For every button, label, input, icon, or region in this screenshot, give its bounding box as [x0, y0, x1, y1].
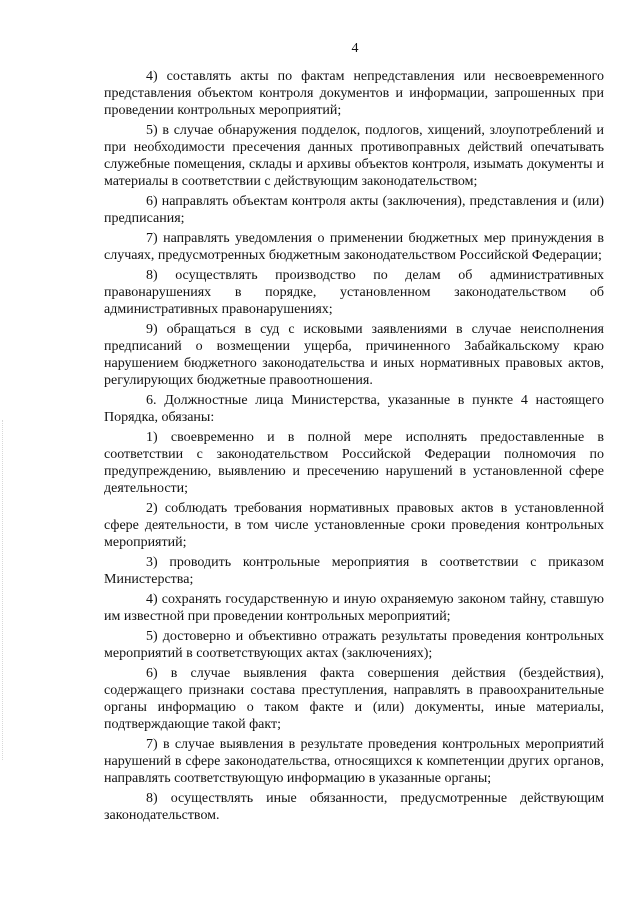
paragraph-duty-3: 3) проводить контрольные мероприятия в соответствии с приказом Министерства; [104, 555, 604, 587]
paragraph-duty-6: 6) в случае выявления факта совершения действия (бездействия), содержащего признаки состава преступления, направлять в правоохранительные органы информацию о таком факте и (или) документы, иные материалы, подтверждающие такой факт; [104, 666, 604, 732]
paragraph-duty-7: 7) в случае выявления в результате проведения контрольных мероприятий нарушений в сфере законодательства, относящихся к компетенции других органов, направлять соответствующую информацию в указанные органы; [104, 737, 604, 786]
scan-edge-marks [2, 420, 5, 760]
paragraph-duty-4: 4) сохранять государственную и иную охраняемую законом тайну, ставшую им известной при проведении контрольных мероприятий; [104, 592, 604, 624]
paragraph-item-4: 4) составлять акты по фактам непредставления или несвоевременного представления объектом контроля документов и информации, запрошенных при проведении контрольных мероприятий; [104, 69, 604, 118]
page-number: 4 [351, 41, 359, 56]
paragraph-item-5: 5) в случае обнаружения подделок, подлогов, хищений, злоупотреблений и при необходимости пресечения данных противоправных действий опечатывать служебные помещения, склады и архивы объектов контроля, изымать документы и материалы в соответствии с действующим законодательством; [104, 123, 604, 189]
paragraph-item-9: 9) обращаться в суд с исковыми заявлениями в случае неисполнения предписаний о возмещении ущерба, причиненного Забайкальскому краю нарушением бюджетного законодательства и иных нормативных правовых актов, регулирующих бюджетные правоотношения. [104, 322, 604, 388]
paragraph-duty-1: 1) своевременно и в полной мере исполнять предоставленные в соответствии с законодательством Российской Федерации полномочия по предупреждению, выявлению и пресечению нарушений в установленной сфере деятельности; [104, 430, 604, 496]
paragraph-duty-2: 2) соблюдать требования нормативных правовых актов в установленной сфере деятельности, в том числе установленные сроки проведения контрольных мероприятий; [104, 501, 604, 550]
paragraph-duty-5: 5) достоверно и объективно отражать результаты проведения контрольных мероприятий в соответствующих актах (заключениях); [104, 629, 604, 661]
paragraph-item-8: 8) осуществлять производство по делам об административных правонарушениях в порядке, установленном законодательством об административных правонарушениях; [104, 268, 604, 317]
document-body [104, 68, 604, 824]
paragraph-item-7: 7) направлять уведомления о применении бюджетных мер принуждения в случаях, предусмотренных бюджетным законодательством Российской Федерации; [104, 231, 604, 263]
paragraph-duty-8: 8) осуществлять иные обязанности, предусмотренные действующим законодательством. [104, 791, 604, 823]
paragraph-section-6: 6. Должностные лица Министерства, указанные в пункте 4 настоящего Порядка, обязаны: [104, 393, 604, 425]
paragraph-item-6: 6) направлять объектам контроля акты (заключения), представления и (или) предписания; [104, 194, 604, 226]
